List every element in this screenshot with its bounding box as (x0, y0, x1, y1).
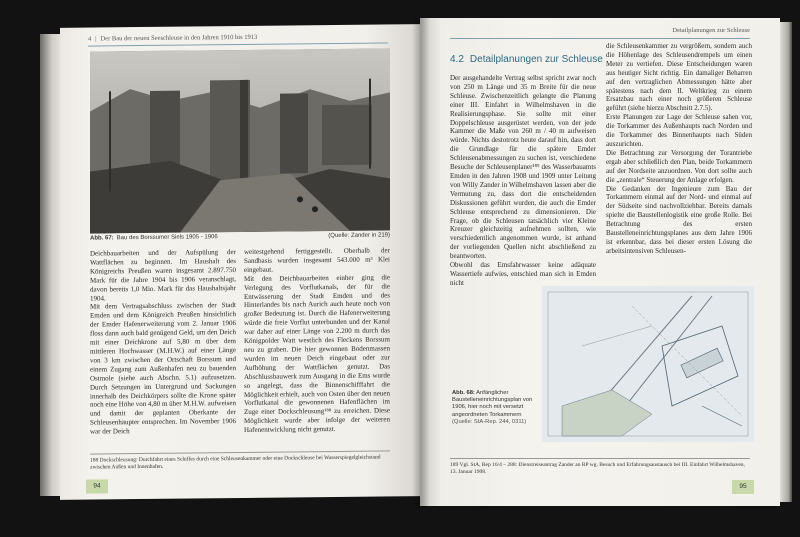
right-text-column-1 (450, 74, 596, 288)
chapter-title: Der Bau der neuen Seeschleuse in den Jahren 1910 bis 1913 (100, 33, 258, 43)
page-number: 94 (86, 479, 108, 493)
paragraph: die Schleusenkammer zu vergrößern, sondern auch die Höhenlage des Schleusendrempels um einen Meter zu vertiefen. Diese Entscheidungen waren aus heutiger Sicht richtig. Ein damaliger Beharren auf den vertraglichen Abmessungen hätte aber spätestens nach dem II. Weltkrieg zu einem Ersatzbau nach einer noch größeren Schleuse geführt (siehe hierzu Abschnitt 2.7.5). (606, 42, 752, 113)
figure-67-source: (Quelle: Zander in 219) (328, 232, 390, 240)
paragraph: Der ausgehandelte Vertrag selbst spricht zwar noch von 250 m Länge und 35 m Breite für die neue Schleuse. Zwischenzeitlich gelangte die Planung einer III. Einfahrt in Wilhelmshaven in die Realisierungsphase. Sie sollte mit einer Doppelschleuse ausgerüstet werden, von der jede Kammer die Maße von 260 m / 40 m aufweisen würde. Nichts destotrotz heute darauf hin, dass dort die Grundlage für die spätere Emder Schleusenabmessungen zu suchen ist, verschiedene Besuche der Schleusenplaner¹⁸⁹ des Wasserbauamts Emden in den Jahren 1908 und 1909 unter Leitung von Willy Zander in Wilhelmshaven lassen aber die Vermutung zu, dass dort die entscheidenden Diskussionen geführt wurden, die auch die Emder Schleuse entsprechend zu dimensionieren. Die Frage, ob die Schleusen tatsächlich vier Kleine Kreuzer gleichzeitig aufnehmen sollten, wie verschiedentlich angenommen wurde, ist anhand der vorliegenden Quellen nicht abschließend zu beantworten. (450, 74, 596, 261)
paragraph: weitestgehend fertiggestellt. Oberhalb der Sandbasis wurden insgesamt 543.000 m³ Klei eingebaut. (244, 246, 390, 274)
right-running-header: Detailplanungen zur Schleuse (672, 27, 750, 34)
right-page-edge (780, 22, 792, 502)
figure-67-label: Abb. 67: (90, 235, 114, 242)
section-number: 4.2 (450, 54, 464, 65)
paragraph: Mit dem Vertragsabschluss zwischen der Stadt Emden und dem Königreich Preußen hinsichtlich der Emder Hafenerweiterung vom 2. Januar 1906 floss dann auch bald genügend Geld, um den Deich mit einer Deichkrone auf 5,80 m über dem mittleren Hochwasser (M.H.W.) auf einer Länge von 3 km zwischen der Ortschaft Borssum und einem Zugang zum Außenhafen neu zu bauenden Ostmole (siehe auch Abschn. 5.1) aufzusetzen. Durch Setzungen im Untergrund und Sackungen innerhalb des Deichkörpers sollte die Krone später noch eine Höhe von 4,80 m über M.H.W. aufweisen und damit der geplanten Oberkante der Schleusenhäupter entsprechen. Im November 1906 war der Deich (90, 301, 236, 436)
figure-68-caption (452, 390, 536, 426)
right-page (420, 18, 780, 506)
book-gutter-shadow (412, 18, 430, 508)
figure-68-label: Abb. 68: (452, 390, 475, 396)
paragraph: Obwohl das Emsfahrwasser keine adäquate Wassertiefe aufwies, entschied man sich in Emden nicht (450, 261, 596, 287)
left-text-column-1 (90, 248, 236, 437)
header-rule (88, 42, 388, 46)
paragraph: Die Betrachtung zur Versorgung der Torantriebe ergab aber schließlich den Plan, beide Torkammern auf der Nordseite anzuordnen. Von dort sollte auch die „zentrale“ Steuerung der Anlage erfolgen. (606, 148, 752, 184)
footnote-189: 189 Vgl. StA, Rep 16/4 – 288: Dienstreiseantrag Zander an RP wg. Besuch und Erfahrungsaustausch bei III. Einfahrt Wilhelmshaven, 13. Januar 1908. (450, 462, 745, 475)
footnote-188: 188 Dockschleusung: Durchfahrt eines Schiffes durch eine Schleusenkammer oder eine Dockschleuse bei Wasserspiegelgleichstand zwischen Außen und Innenhafen. (90, 454, 381, 471)
site-plan-drawing (542, 286, 754, 442)
header-rule (450, 38, 750, 39)
chapter-number: 4 (88, 35, 92, 43)
right-text-column-2 (606, 42, 752, 256)
figure-67-text: Bau des Borssumer Siels 1905 - 1906 (116, 234, 218, 242)
left-running-header: 4 | Der Bau der neuen Seeschleuse in den Jahren 1910 bis 1913 (88, 33, 258, 43)
paragraph: Mit den Deichbauarbeiten einher ging die Verlegung des Vorflutkanals, der für die Entwässerung der Stadt Emden und des Hinterlandes bis nach Aurich auch heute noch von großer Bedeutung ist. Durch die Hafenerweiterung würde die freie Vorflut unterbunden und der Kanal war daher auf einer Länge von 2.200 m durch das Königpolder Watt westlich des Fleckens Borssum neu zu graben. Die hier gewonnen Bodenmassen wurden im neuen Deich eingebaut oder zur Aufhöhung der Wattflächen genutzt. Das Abschlussbauwerk zum Ausgang in die Ems wurde so angelegt, dass die Binnenschifffahrt die Möglichkeit erhielt, auch von Osten über den neuen Vorflutkanal die gewonnenen Hafenflächen im Zuge einer Dockschleusung¹⁸⁸ zu erreichen. Diese Möglichkeit wurde aber infolge der weiteren Hafenentwicklung nicht genutzt. (244, 273, 390, 435)
figure-68-source: (Quelle: StA-Rep. 244, 0311) (452, 418, 527, 425)
left-page-edge (40, 34, 60, 496)
paragraph: Die Gedanken der Ingenieure zum Bau der Torkammern einmal auf der Nord- und einmal auf der Südseite sind nachvollziehbar. Bereits damals spielte die Baustellenlogistik eine große Rolle. Bei Betrachtung des ersten Baustelleneinrichtungsplanes aus dem Jahre 1906 ist erkennbar, dass bei dieser ersten Lösung die arbeitsintensiven Schleusen- (606, 184, 752, 255)
section-heading (450, 54, 603, 65)
footnote-rule (450, 458, 750, 459)
left-page (60, 24, 420, 500)
page-number: 95 (732, 480, 754, 494)
paragraph: Deichbauarbeiten und der Aufspülung der Wattflächen zu beginnen. Im Haushalt des Königreichs Preußen waren insgesamt 2.897.750 Mark für die Jahre 1904 bis 1906 veranschlagt, davon bereits 1,0 Mio. Mark für das Haushaltsjahr 1904. (90, 248, 236, 303)
figure-68-text: Anfänglicher Baustelleneinrichtungsplan von 1906, hier noch mit versetzt angeordneten Torkammern (452, 390, 533, 418)
section-title: Detailplanungen zur Schleuse (469, 54, 603, 65)
construction-photo (90, 48, 390, 233)
left-text-column-2 (244, 246, 390, 435)
paragraph: Erste Planungen zur Lage der Schleuse sahen vor, die Torkammer des Außenhaupts nach Norden und die Torkammer des Binnenhaupts nach Süden auszurichten. (606, 113, 752, 148)
figure-67-caption (90, 232, 390, 241)
